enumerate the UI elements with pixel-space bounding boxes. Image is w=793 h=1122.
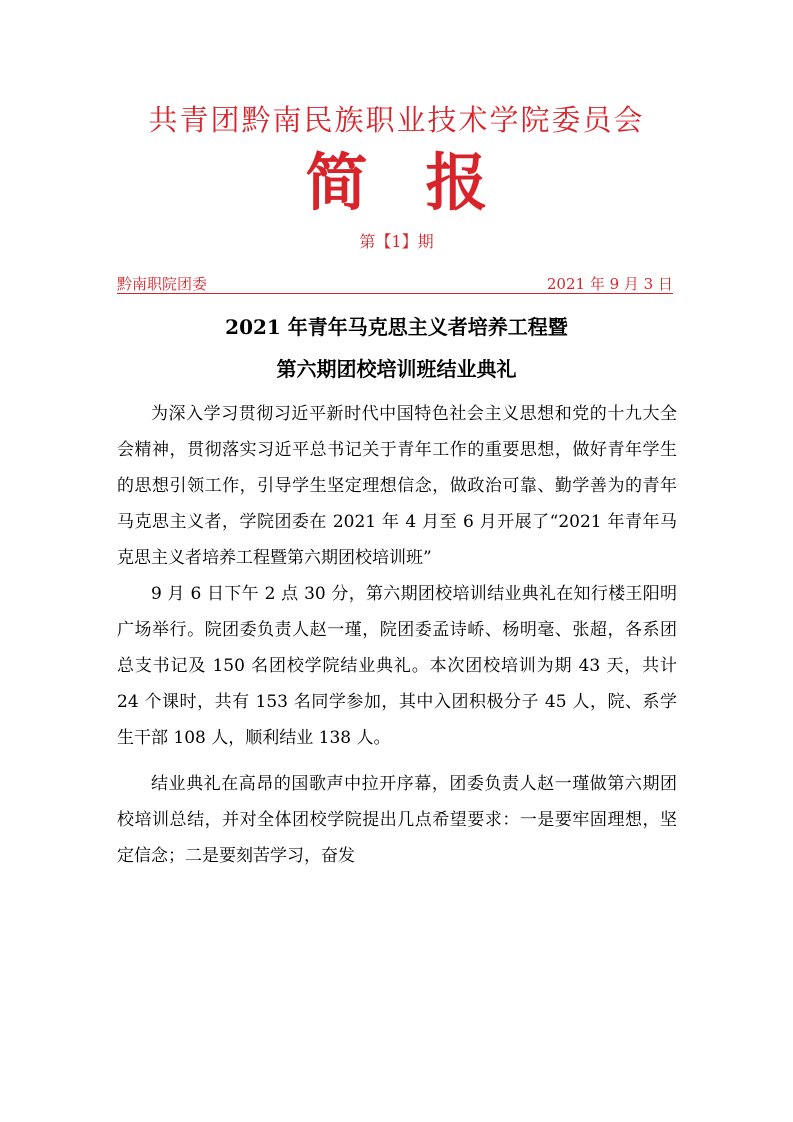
article-paragraph: 9 月 6 日下午 2 点 30 分，第六期团校培训结业典礼在知行楼王阳明广场举行。院团委负责人赵一瑾，院团委孟诗峤、杨明毫、张超，各系团总支书记及 150 名团校学院结业典礼。本次团校培训为期 43 天，共计 24 个课时，共有 153 名同学参加，其中入团积极分子 45 人，院、系学生干部 108 人，顺利结业 138 人。: [117, 584, 677, 748]
article-title-line-1: 2021 年青年马克思主义者培养工程暨: [225, 315, 568, 339]
red-divider-line: [117, 293, 673, 294]
masthead-info-row: [117, 274, 673, 294]
briefing-title-char-1: 简: [305, 146, 368, 219]
briefing-title-char-2: 报: [425, 146, 488, 219]
article-paragraph: 为深入学习贯彻习近平新时代中国特色社会主义思想和党的十九大全会精神，贯彻落实习近平总书记关于青年工作的重要思想，做好青年学生的思想引领工作，引导学生坚定理想信念，做政治可靠、勤学善为的青年马克思主义者，学院团委在 2021 年 4 月至 6 月开展了“2021 年青年马克思主义者培养工程暨第六期团校培训班”: [117, 404, 677, 568]
article-paragraph: 结业典礼在高昂的国歌声中拉开序幕，团委负责人赵一瑾做第六期团校培训总结，并对全体团校学院提出几点希望要求：一是要牢固理想，坚定信念；二是要刻苦学习，奋发: [117, 774, 677, 866]
article-body: [117, 396, 677, 874]
issuing-department: 黔南职院团委: [117, 275, 208, 293]
issue-date: 2021 年 9 月 3 日: [546, 275, 673, 293]
issue-number: 第【1】期: [359, 232, 434, 251]
organization-name: 共青团黔南民族职业技术学院委员会: [148, 103, 645, 137]
article-title-line-2: 第六期团校培训班结业典礼: [276, 357, 517, 381]
briefing-title: [0, 148, 793, 218]
